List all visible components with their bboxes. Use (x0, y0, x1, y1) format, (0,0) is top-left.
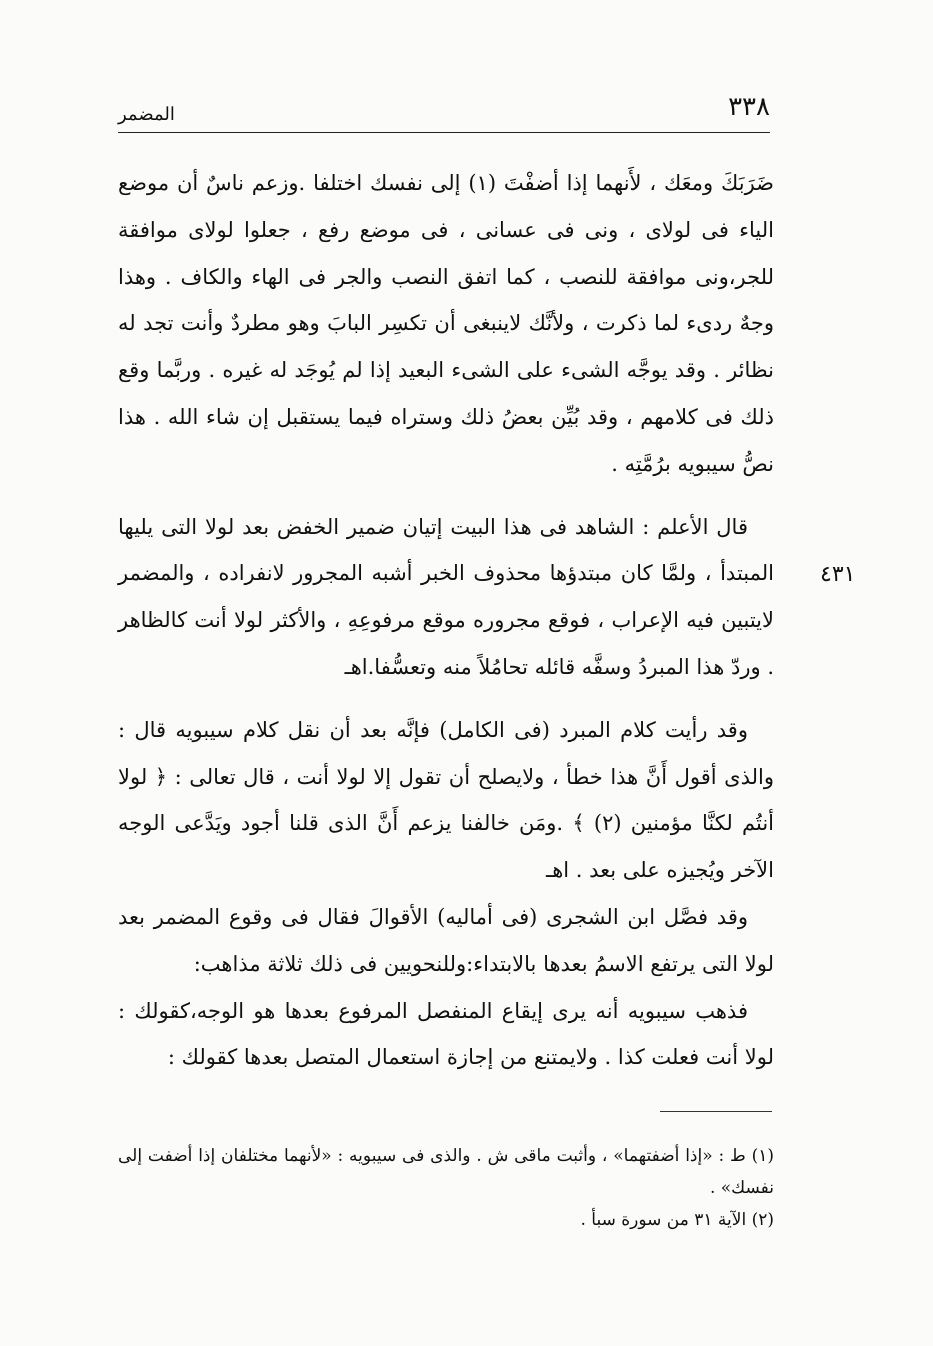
footnotes (118, 1140, 774, 1236)
body-text (118, 160, 774, 1081)
footnote-rule (660, 1111, 772, 1112)
paragraph-1: ضَرَبَكَ ومعَك ، لأَنهما إذا أضفْتَ (١) إلى نفسك اختلفا .وزعم ناسٌ أن موضع الياء فى لولاى ، ونى فى عسانى ، فى موضع رفع ، جعلوا لولاى موافقة للجر،ونى موافقة للنصب ، كما اتفق النصب والجر فى الهاء والكاف . وهذا وجهٌ ردىء لما ذكرت ، ولأنَّك لاينبغى أن تكسِر البابَ وهو مطردٌ وأنت تجد له نظائر . وقد يوجَّه الشىء على الشىء البعيد إذا لم يُوجَد له غيره . وربَّما وقع ذلك فى كلامهم ، وقد بُيِّن بعضُ ذلك وستراه فيما يستقبل إن شاء الله . هذا نصُّ سيبويه برُمَّتِه . (118, 171, 774, 476)
page-header (118, 92, 770, 133)
footnote-1: (١) ط : «إذا أضفتهما» ، وأثبت ماقى ش . والذى فى سيبويه : «لأنهما مختلفان إذا أضفت إلى نفسك» . (118, 1146, 774, 1198)
paragraph-5: فذهب سيبويه أنه يرى إيقاع المنفصل المرفوع بعدها هو الوجه،كقولك : لولا أنت فعلت كذا . ولايمتنع من إجازة استعمال المتصل بعدها كقولك : (118, 998, 774, 1070)
running-title: المضمر (118, 104, 175, 125)
margin-number: ٤٣١ (820, 562, 856, 587)
paragraph-2: قال الأعلم : الشاهد فى هذا البيت إتيان ضمير الخفض بعد لولا التى يليها المبتدأ ، ولمَّا كان مبتدؤها محذوف الخبر أشبه المجرور لانفراده ، والمضمر لايتبين فيه الإعراب ، فوقع مجروره موقع مرفوعِهِ ، والأكثر لولا أنت كالظاهر . وردّ هذا المبردُ وسفَّه قائله تحامُلاً منه وتعسُّفا.اهـ (118, 514, 774, 679)
paragraph-4: وقد فصَّل ابن الشجرى (فى أماليه) الأقوالَ فقال فى وقوع المضمر بعد لولا التى يرتفع الاسمُ بعدها بالابتداء:وللنحويين فى ذلك ثلاثة مذاهب: (118, 904, 774, 976)
page-number: ٣٣٨ (728, 92, 770, 122)
paragraph-3: وقد رأيت كلام المبرد (فى الكامل) فإنَّه بعد أن نقل كلام سيبويه قال : والذى أقول أَنَّ هذا خطأ ، ولايصلح أن تقول إلا لولا أنت ، قال تعالى : ﴿ لولا أنتُم لكنَّا مؤمنين (٢) ﴾ .ومَن خالفنا يزعم أَنَّ الذى قلنا أجود ويَدَّعى الوجه الآخر ويُجيزه على بعد . اهـ (118, 717, 774, 883)
footnote-2: (٢) الآية ٣١ من سورة سبأ . (580, 1210, 774, 1230)
